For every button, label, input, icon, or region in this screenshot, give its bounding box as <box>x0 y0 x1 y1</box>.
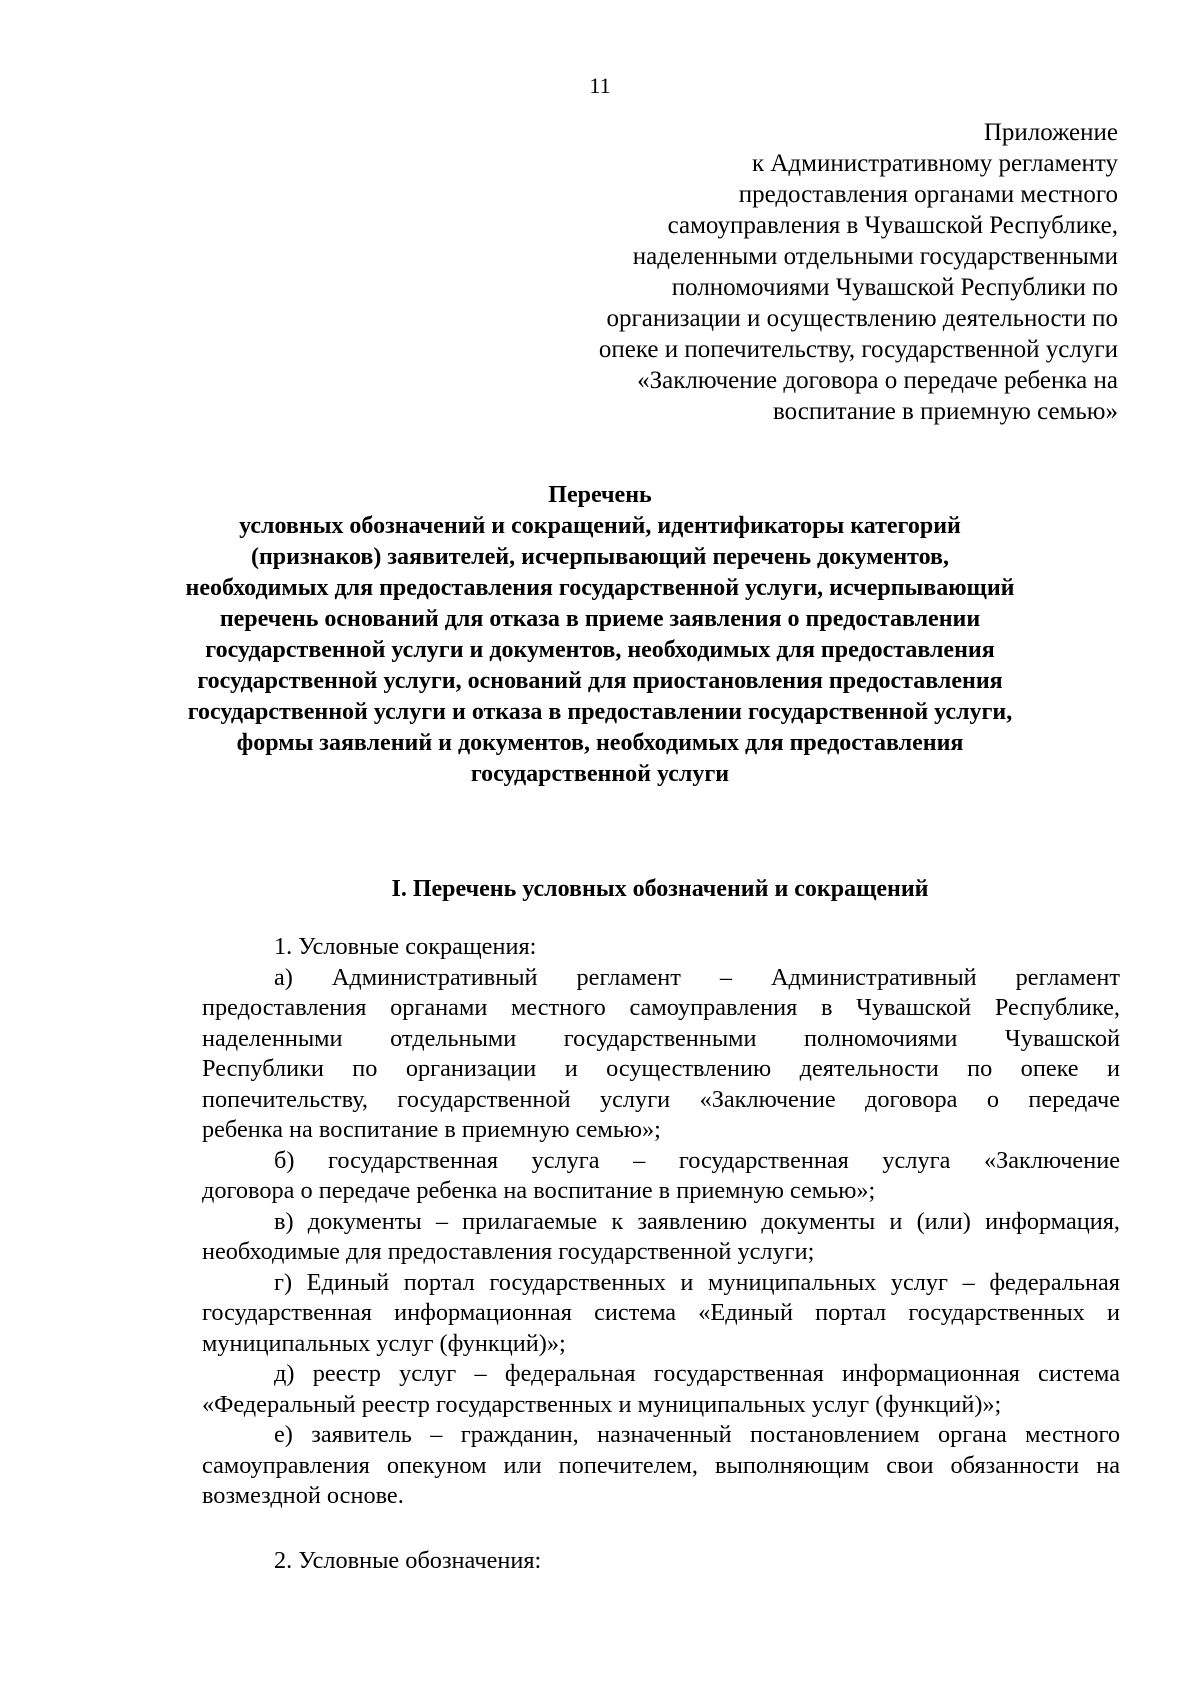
item-a-line: предоставления органами местного самоуправления в Чувашской Республике, <box>202 994 1120 1021</box>
paragraph-gap <box>202 1512 1120 1546</box>
title-line: условных обозначений и сокращений, идентификаторы категорий <box>239 513 961 539</box>
item-g-line: государственная информационная система «Единый портал государственных и <box>202 1299 1120 1326</box>
page-number: 11 <box>589 73 611 98</box>
item-a-line: а) Административный регламент – Административный регламент <box>274 963 1120 991</box>
item-a-line: попечительству, государственной услуги «Заключение договора о передаче <box>202 1085 1120 1113</box>
appendix-line: наделенными отдельными государственными <box>632 243 1118 270</box>
appendix-line: опеке и попечительству, государственной услуги <box>598 336 1118 363</box>
document-body <box>202 932 1120 1576</box>
item-a-line: Республики по организации и осуществлению деятельности по опеке и <box>202 1055 1120 1082</box>
title-line: перечень оснований для отказа в приеме заявления о предоставлении <box>219 606 981 632</box>
item-v-line: необходимые для предоставления государственной услуги; <box>202 1238 815 1265</box>
appendix-line: к Административному регламенту <box>751 150 1118 177</box>
item-b-line: договора о передаче ребенка на воспитание в приемную семью»; <box>202 1177 876 1204</box>
appendix-line: воспитание в приемную семью» <box>773 398 1118 425</box>
appendix-line: предоставления органами местного <box>738 181 1118 208</box>
title-line: государственной услуги и отказа в предоставлении государственной услуги, <box>187 699 1013 725</box>
item-e-line: е) заявитель – гражданин, назначенный постановлением органа местного <box>274 1421 1120 1448</box>
item-g-line: г) Единый портал государственных и муниципальных услуг – федеральная <box>274 1268 1120 1296</box>
item-a-line: ребенка на воспитание в приемную семью»; <box>202 1116 661 1143</box>
appendix-line: полномочиями Чувашской Республики по <box>671 274 1118 301</box>
title-line: (признаков) заявителей, исчерпывающий перечень документов, <box>250 544 950 570</box>
item-e-line: самоуправления опекуном или попечителем, выполняющим свои обязанности на <box>202 1451 1120 1479</box>
item-d-line: «Федеральный реестр государственных и муниципальных услуг (функций)»; <box>202 1390 1002 1418</box>
item-e-line: возмездной основе. <box>202 1482 404 1509</box>
item-v-line: в) документы – прилагаемые к заявлению документы и (или) информация, <box>274 1207 1120 1235</box>
item-2-heading: 2. Условные обозначения: <box>274 1546 542 1574</box>
document-title <box>150 480 1050 790</box>
appendix-line: Приложение <box>983 119 1118 146</box>
item-d-line: д) реестр услуг – федеральная государственная информационная система <box>274 1360 1120 1387</box>
title-line: государственной услуги, оснований для приостановления предоставления <box>197 668 1003 694</box>
item-a-line: наделенными отдельными государственными полномочиями Чувашской <box>202 1024 1120 1052</box>
appendix-line: «Заключение договора о передаче ребенка на <box>637 367 1118 394</box>
title-line: Перечень <box>548 482 652 508</box>
title-line: государственной услуги и документов, необходимых для предоставления <box>205 637 995 663</box>
title-line: необходимых для предоставления государственной услуги, исчерпывающий <box>185 575 1015 601</box>
appendix-header <box>500 117 1118 427</box>
appendix-line: организации и осуществлению деятельности по <box>606 305 1118 332</box>
title-line: государственной услуги <box>470 761 730 787</box>
appendix-line: самоуправления в Чувашской Республике, <box>667 212 1118 239</box>
item-g-line: муниципальных услуг (функций)»; <box>202 1329 566 1357</box>
title-line: формы заявлений и документов, необходимых для предоставления <box>236 730 964 756</box>
item-b-line: б) государственная услуга – государственная услуга «Заключение <box>274 1146 1120 1174</box>
section-heading: I. Перечень условных обозначений и сокращений <box>391 876 929 902</box>
item-1-heading: 1. Условные сокращения: <box>274 933 537 960</box>
